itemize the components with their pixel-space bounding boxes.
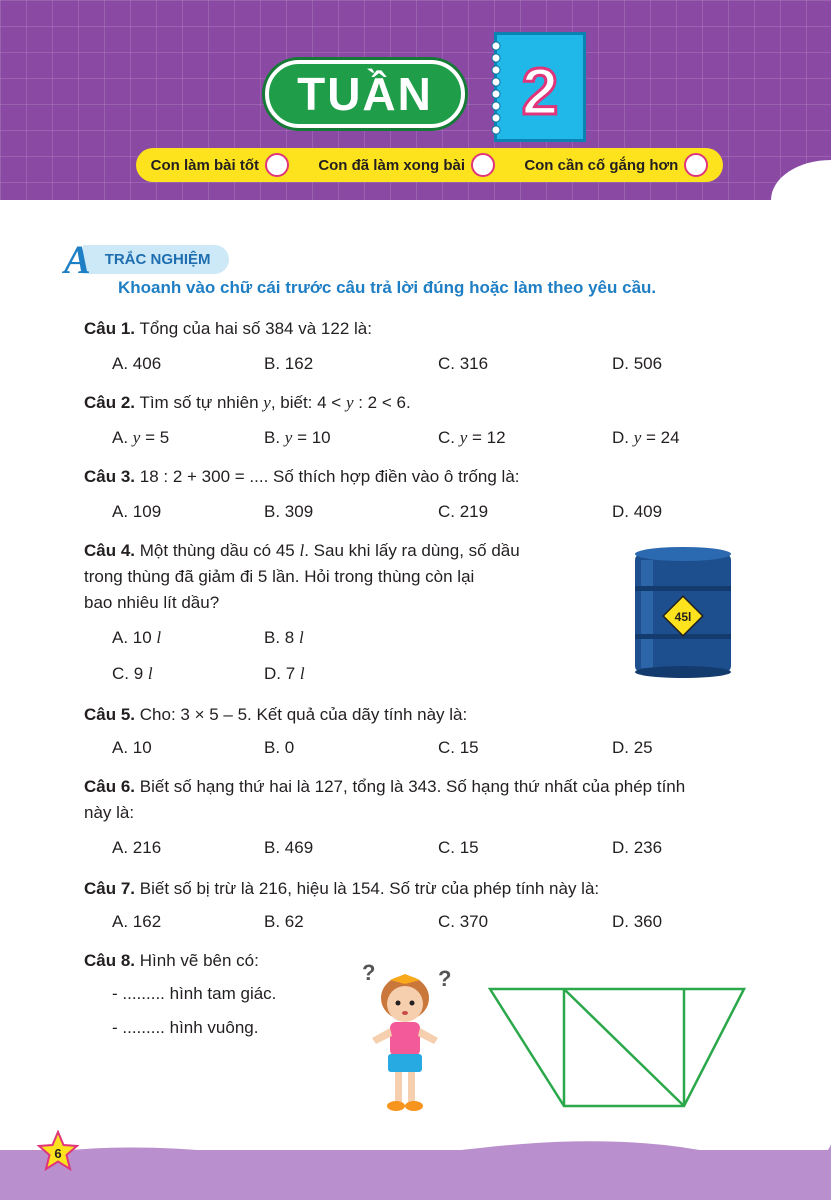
- geometry-figure: [488, 985, 746, 1110]
- week-title-badge: [265, 60, 465, 128]
- footer-band: [0, 1150, 831, 1200]
- option-a[interactable]: A. 162: [112, 912, 162, 931]
- confused-girl-illustration: [350, 958, 460, 1116]
- option-b[interactable]: B. 469: [264, 838, 314, 857]
- option-c[interactable]: C. 316: [438, 354, 489, 373]
- option-b[interactable]: B. 62: [264, 912, 304, 931]
- instruction: Khoanh vào chữ cái trước câu trả lời đúng hoặc làm theo yêu cầu.: [118, 278, 657, 297]
- option-c[interactable]: C. 9 l: [112, 664, 153, 683]
- option-a[interactable]: A. y = 5: [112, 428, 170, 447]
- oil-barrel-illustration: [633, 546, 733, 678]
- rating-try-harder[interactable]: Con cần cố gắng hơn: [524, 153, 708, 177]
- option-c[interactable]: C. 15: [438, 738, 479, 757]
- self-rating-bar: [136, 148, 723, 182]
- question-3: Câu 3. 18 : 2 + 300 = .... Số thích hợp điền vào ô trống là:: [84, 467, 520, 486]
- option-c[interactable]: C. 219: [438, 502, 489, 521]
- question-1: Câu 1. Tổng của hai số 384 và 122 là:: [84, 319, 372, 338]
- option-d[interactable]: D. 236: [612, 838, 663, 857]
- option-d[interactable]: D. 7 l: [264, 664, 305, 683]
- section-label: TRẮC NGHIỆM: [83, 245, 229, 274]
- option-b[interactable]: B. y = 10: [264, 428, 331, 447]
- option-b[interactable]: B. 8 l: [264, 628, 304, 647]
- option-a[interactable]: A. 406: [112, 354, 162, 373]
- option-b[interactable]: B. 0: [264, 738, 295, 757]
- answer-line-squares[interactable]: - ......... hình vuông.: [112, 1018, 259, 1037]
- rating-good[interactable]: Con làm bài tốt: [151, 153, 289, 177]
- rating-circle[interactable]: [684, 153, 708, 177]
- option-c[interactable]: C. 370: [438, 912, 489, 931]
- option-d[interactable]: D. y = 24: [612, 428, 680, 447]
- question-8: Câu 8. Hình vẽ bên có:: [84, 951, 259, 970]
- svg-text:?: ?: [362, 960, 376, 985]
- option-b[interactable]: B. 309: [264, 502, 314, 521]
- option-b[interactable]: B. 162: [264, 354, 314, 373]
- option-d[interactable]: D. 360: [612, 912, 663, 931]
- option-d[interactable]: D. 409: [612, 502, 663, 521]
- week-number-card: [494, 32, 586, 142]
- svg-text:?: ?: [438, 966, 452, 991]
- option-a[interactable]: A. 216: [112, 838, 162, 857]
- week-title: TUẦN: [297, 68, 433, 120]
- question-2: Câu 2. Tìm số tự nhiên y, biết: 4 < y : 2 < 6.: [84, 393, 411, 412]
- rating-circle[interactable]: [471, 153, 495, 177]
- section-heading: [64, 236, 229, 283]
- section-letter: A: [64, 237, 91, 282]
- question-7: Câu 7. Biết số bị trừ là 216, hiệu là 154. Số trừ của phép tính này là:: [84, 879, 600, 898]
- option-c[interactable]: C. 15: [438, 838, 479, 857]
- week-number: 2: [521, 54, 559, 128]
- option-a[interactable]: A. 10 l: [112, 628, 162, 647]
- rating-done[interactable]: Con đã làm xong bài: [318, 153, 495, 177]
- page-number: 6: [54, 1146, 62, 1161]
- page-number-star: [36, 1130, 80, 1174]
- answer-line-triangles[interactable]: - ......... hình tam giác.: [112, 984, 277, 1003]
- barrel-label: 45l: [674, 610, 692, 624]
- option-a[interactable]: A. 10: [112, 738, 152, 757]
- question-4: Câu 4. Một thùng dầu có 45 l. Sau khi lấy ra dùng, số dầu trong thùng đã giảm đi 5 lần. Hỏi trong thùng còn lại bao nhiêu lít dầu?: [84, 541, 520, 612]
- question-6: Câu 6. Biết số hạng thứ hai là 127, tổng là 343. Số hạng thứ nhất của phép tính này là:: [84, 777, 686, 822]
- option-c[interactable]: C. y = 12: [438, 428, 506, 447]
- rating-circle[interactable]: [265, 153, 289, 177]
- question-5: Câu 5. Cho: 3 × 5 – 5. Kết quả của dãy tính này là:: [84, 705, 468, 724]
- option-d[interactable]: D. 25: [612, 738, 653, 757]
- option-a[interactable]: A. 109: [112, 502, 162, 521]
- option-d[interactable]: D. 506: [612, 354, 663, 373]
